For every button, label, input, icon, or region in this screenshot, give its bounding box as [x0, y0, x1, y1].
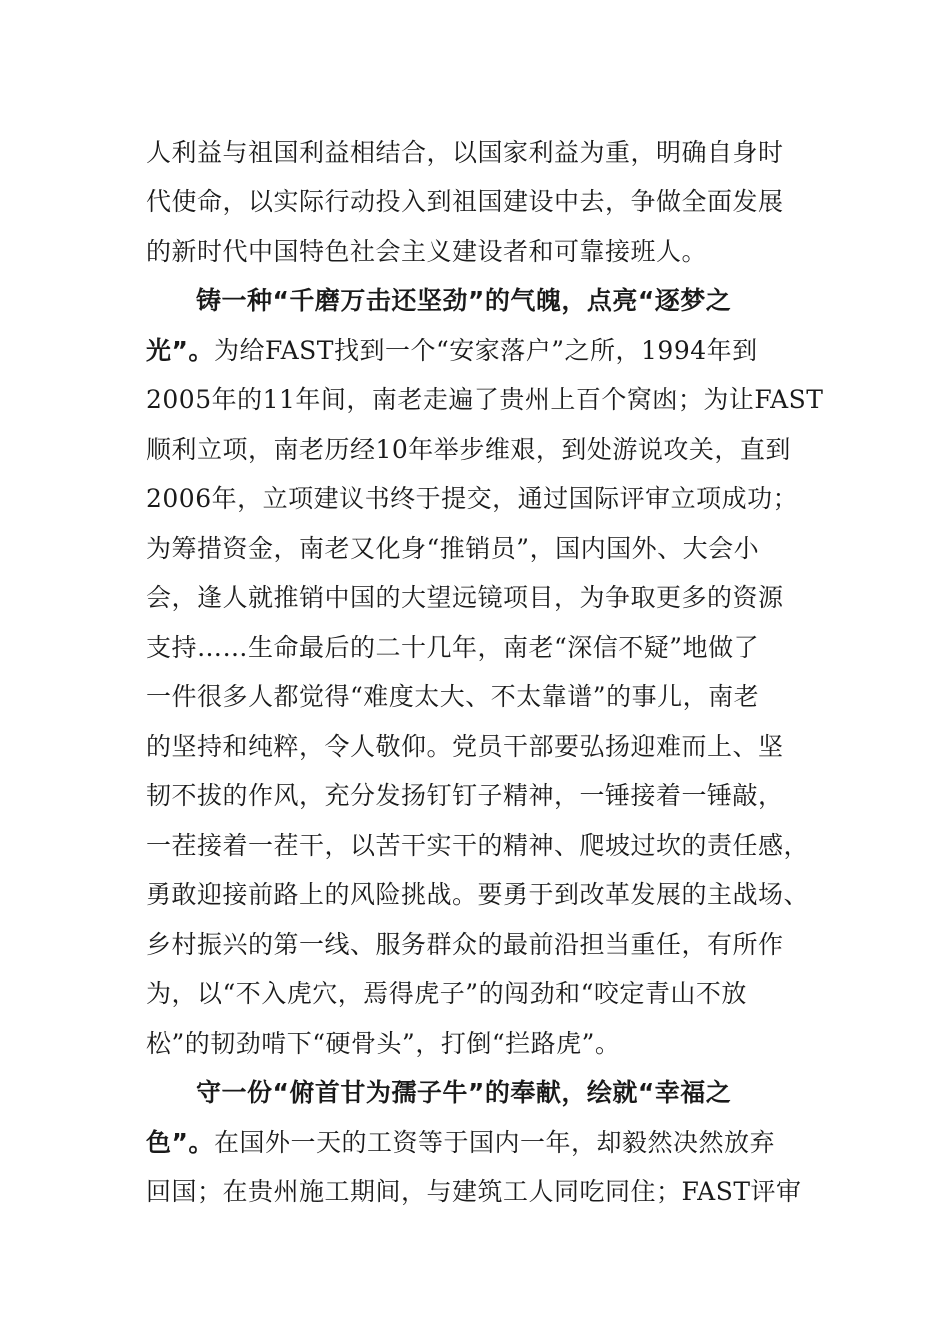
line-text: 松”的韧劲啃下“硬骨头”，打倒“拦路虎”。 [146, 1029, 621, 1058]
paragraph-line [146, 435, 791, 465]
line-text: 一件很多人都觉得“难度太大、不太靠谱”的事儿，南老 [146, 682, 760, 711]
section-heading-line [196, 286, 731, 316]
line-text: 为给FAST找到一个“安家落户”之所，1994年到 [213, 336, 758, 365]
paragraph-line [146, 633, 759, 663]
line-text: 乡村振兴的第一线、服务群众的最前沿担当重任，有所作 [146, 930, 784, 959]
paragraph-line [146, 979, 747, 1009]
line-text: 人利益与祖国利益相结合，以国家利益为重，明确自身时 [146, 138, 784, 167]
line-text: 支持……生命最后的二十几年，南老“深信不疑”地做了 [146, 633, 760, 662]
line-text: 2005年的11年间，南老走遍了贵州上百个窝凼；为让FAST [146, 385, 824, 414]
line-text: 勇敢迎接前路上的风险挑战。要勇于到改革发展的主战场、 [146, 880, 810, 909]
line-text: 的坚持和纯粹，令人敬仰。党员干部要弘扬迎难而上、坚 [146, 732, 784, 761]
line-text: 在国外一天的工资等于国内一年，却毅然决然放弃 [213, 1128, 775, 1157]
line-text: 2006年，立项建议书终于提交，通过国际评审立项成功； [146, 484, 799, 513]
paragraph-line [146, 187, 784, 217]
paragraph-line [146, 534, 759, 564]
line-text: 顺利立项，南老历经10年举步维艰，到处游说攻关，直到 [146, 435, 791, 464]
line-text: 代使命，以实际行动投入到祖国建设中去，争做全面发展 [146, 187, 784, 216]
line-text: 会，逢人就推销中国的大望远镜项目，为争取更多的资源 [146, 583, 784, 612]
paragraph-line [146, 781, 784, 811]
line-text: 一茬接着一茬干，以苦干实干的精神、爬坡过坎的责任感， [146, 831, 810, 860]
paragraph-line [146, 336, 758, 366]
paragraph-line [146, 583, 784, 613]
section-heading: 铸一种“千磨万击还坚劲”的气魄，点亮“逐梦之 [196, 286, 732, 315]
paragraph-line [146, 385, 823, 415]
line-text: 为筹措资金，南老又化身“推销员”，国内国外、大会小 [146, 534, 760, 563]
paragraph-line [146, 1177, 802, 1207]
section-heading: 色”。 [146, 1128, 214, 1157]
paragraph-line [146, 831, 809, 861]
paragraph-line [146, 930, 784, 960]
paragraph-line [146, 1029, 620, 1059]
paragraph-line [146, 138, 784, 168]
section-heading-line [196, 1078, 731, 1108]
paragraph-line [146, 237, 707, 267]
line-text: 回国；在贵州施工期间，与建筑工人同吃同住；FAST评审 [146, 1177, 802, 1206]
line-text: 为，以“不入虎穴，焉得虎子”的闯劲和“咬定青山不放 [146, 979, 747, 1008]
paragraph-line [146, 732, 784, 762]
line-text: 的新时代中国特色社会主义建设者和可靠接班人。 [146, 237, 708, 266]
paragraph-line [146, 682, 759, 712]
section-heading: 守一份“俯首甘为孺子牛”的奉献，绘就“幸福之 [196, 1078, 732, 1107]
line-text: 韧不拔的作风，充分发扬钉钉子精神，一锤接着一锤敲， [146, 781, 784, 810]
paragraph-line [146, 484, 798, 514]
section-heading: 光”。 [146, 336, 214, 365]
paragraph-line [146, 880, 809, 910]
paragraph-line [146, 1128, 775, 1158]
